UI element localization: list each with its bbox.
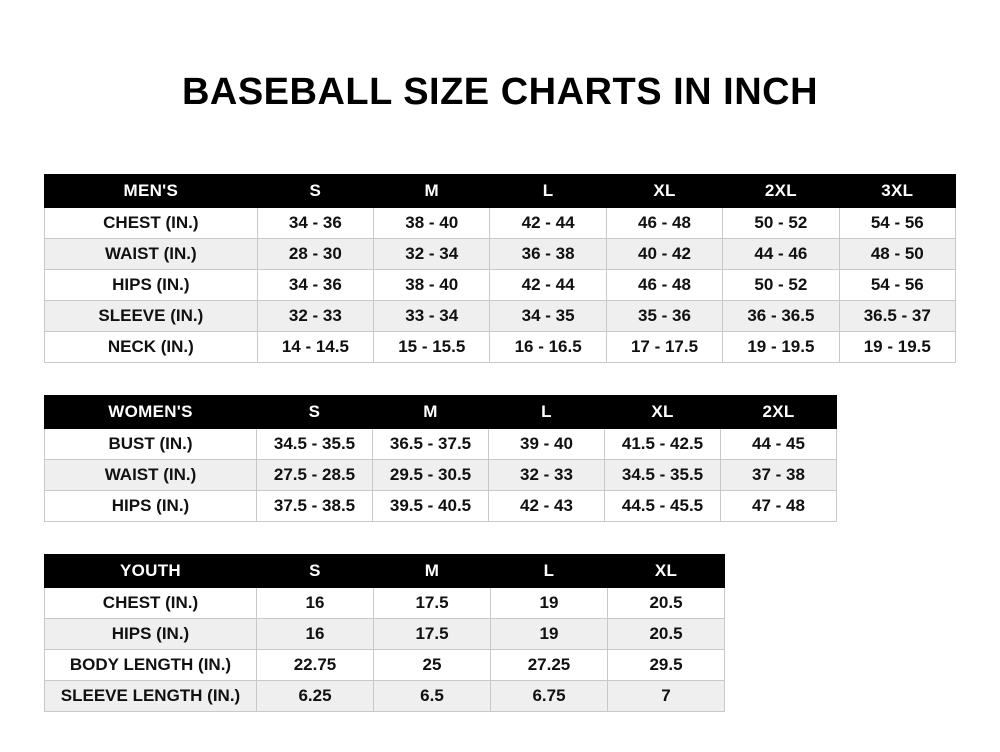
table-cell: 7: [608, 680, 725, 711]
table-header-row: [45, 554, 725, 587]
table-cell: 16: [257, 618, 374, 649]
table-cell: 6.5: [374, 680, 491, 711]
table-cell: 32 - 33: [257, 300, 373, 331]
row-label: HIPS (IN.): [45, 490, 257, 521]
table-cell: 20.5: [608, 618, 725, 649]
table-cell: 19: [491, 618, 608, 649]
row-label: CHEST (IN.): [45, 207, 258, 238]
table-cell: 19 - 19.5: [723, 331, 839, 362]
column-header: 2XL: [721, 395, 837, 428]
page-title: BASEBALL SIZE CHARTS IN INCH: [181, 71, 819, 113]
table-cell: 34 - 35: [490, 300, 606, 331]
table-cell: 20.5: [608, 587, 725, 618]
table-cell: 29.5: [608, 649, 725, 680]
table-cell: 14 - 14.5: [257, 331, 373, 362]
table-row: [45, 649, 725, 680]
column-header: WOMEN'S: [45, 395, 257, 428]
youth-size-table: [44, 554, 725, 712]
table-cell: 40 - 42: [606, 238, 722, 269]
table-row: [45, 428, 837, 459]
table-cell: 36.5 - 37: [839, 300, 955, 331]
table-cell: 37.5 - 38.5: [257, 490, 373, 521]
table-cell: 50 - 52: [723, 207, 839, 238]
table-cell: 35 - 36: [606, 300, 722, 331]
table-row: [45, 490, 837, 521]
table-cell: 37 - 38: [721, 459, 837, 490]
table-row: [45, 587, 725, 618]
row-label: BUST (IN.): [45, 428, 257, 459]
table-cell: 36.5 - 37.5: [373, 428, 489, 459]
table-row: [45, 238, 956, 269]
row-label: SLEEVE (IN.): [45, 300, 258, 331]
table-cell: 36 - 38: [490, 238, 606, 269]
table-row: [45, 618, 725, 649]
table-cell: 54 - 56: [839, 269, 955, 300]
table-cell: 19: [491, 587, 608, 618]
row-label: SLEEVE LENGTH (IN.): [45, 680, 257, 711]
table-header-row: [45, 395, 837, 428]
column-header: M: [374, 174, 490, 207]
column-header: XL: [605, 395, 721, 428]
table-cell: 27.5 - 28.5: [257, 459, 373, 490]
table-cell: 16 - 16.5: [490, 331, 606, 362]
mens-size-table: [44, 174, 956, 363]
table-cell: 42 - 44: [490, 207, 606, 238]
row-label: NECK (IN.): [45, 331, 258, 362]
table-row: [45, 459, 837, 490]
table-cell: 42 - 44: [490, 269, 606, 300]
womens-size-table: [44, 395, 837, 522]
table-cell: 16: [257, 587, 374, 618]
column-header: S: [257, 554, 374, 587]
table-cell: 25: [374, 649, 491, 680]
row-label: BODY LENGTH (IN.): [45, 649, 257, 680]
column-header: XL: [606, 174, 722, 207]
table-cell: 33 - 34: [374, 300, 490, 331]
column-header: XL: [608, 554, 725, 587]
row-label: HIPS (IN.): [45, 269, 258, 300]
column-header: YOUTH: [45, 554, 257, 587]
table-cell: 44 - 45: [721, 428, 837, 459]
table-cell: 34 - 36: [257, 269, 373, 300]
table-cell: 15 - 15.5: [374, 331, 490, 362]
table-cell: 27.25: [491, 649, 608, 680]
table-cell: 39 - 40: [489, 428, 605, 459]
table-cell: 38 - 40: [374, 207, 490, 238]
size-tables-container: [0, 174, 1000, 712]
column-header: 2XL: [723, 174, 839, 207]
table-row: [45, 680, 725, 711]
column-header: MEN'S: [45, 174, 258, 207]
table-cell: 44 - 46: [723, 238, 839, 269]
row-label: HIPS (IN.): [45, 618, 257, 649]
table-header-row: [45, 174, 956, 207]
table-row: [45, 207, 956, 238]
table-cell: 44.5 - 45.5: [605, 490, 721, 521]
table-cell: 36 - 36.5: [723, 300, 839, 331]
table-cell: 54 - 56: [839, 207, 955, 238]
table-cell: 47 - 48: [721, 490, 837, 521]
table-cell: 34 - 36: [257, 207, 373, 238]
column-header: M: [374, 554, 491, 587]
table-cell: 32 - 34: [374, 238, 490, 269]
table-cell: 42 - 43: [489, 490, 605, 521]
table-cell: 17.5: [374, 587, 491, 618]
table-row: [45, 269, 956, 300]
table-cell: 38 - 40: [374, 269, 490, 300]
table-cell: 22.75: [257, 649, 374, 680]
column-header: S: [257, 395, 373, 428]
row-label: WAIST (IN.): [45, 459, 257, 490]
column-header: S: [257, 174, 373, 207]
table-cell: 48 - 50: [839, 238, 955, 269]
row-label: CHEST (IN.): [45, 587, 257, 618]
row-label: WAIST (IN.): [45, 238, 258, 269]
table-row: [45, 300, 956, 331]
column-header: L: [489, 395, 605, 428]
table-cell: 34.5 - 35.5: [605, 459, 721, 490]
table-cell: 28 - 30: [257, 238, 373, 269]
table-cell: 39.5 - 40.5: [373, 490, 489, 521]
table-cell: 32 - 33: [489, 459, 605, 490]
table-cell: 41.5 - 42.5: [605, 428, 721, 459]
table-cell: 6.75: [491, 680, 608, 711]
table-cell: 46 - 48: [606, 269, 722, 300]
table-cell: 34.5 - 35.5: [257, 428, 373, 459]
table-cell: 29.5 - 30.5: [373, 459, 489, 490]
table-cell: 50 - 52: [723, 269, 839, 300]
table-row: [45, 331, 956, 362]
table-cell: 17 - 17.5: [606, 331, 722, 362]
table-cell: 19 - 19.5: [839, 331, 955, 362]
table-cell: 17.5: [374, 618, 491, 649]
column-header: L: [490, 174, 606, 207]
table-cell: 46 - 48: [606, 207, 722, 238]
table-cell: 6.25: [257, 680, 374, 711]
column-header: M: [373, 395, 489, 428]
column-header: 3XL: [839, 174, 955, 207]
column-header: L: [491, 554, 608, 587]
